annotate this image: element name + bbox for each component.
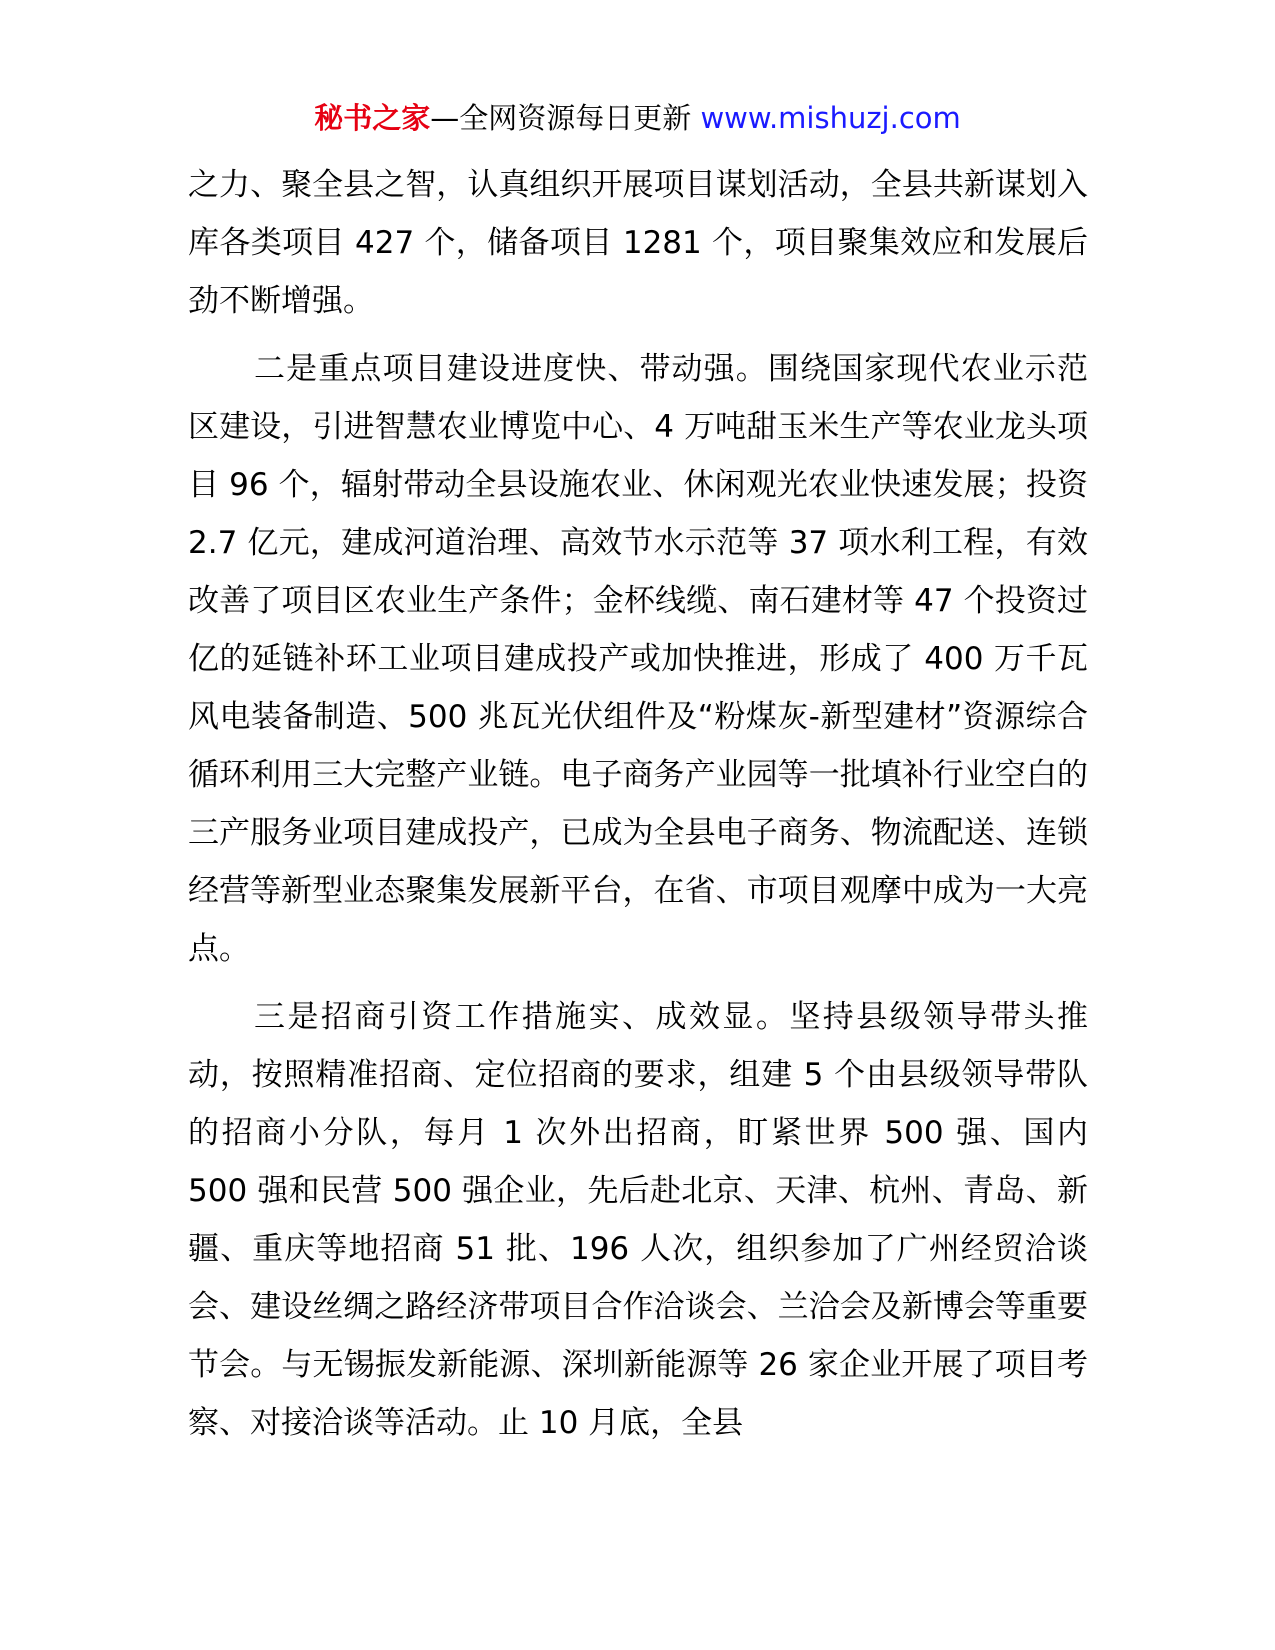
page-header (0, 98, 1275, 138)
paragraph-continuation: 之力、聚全县之智，认真组织开展项目谋划活动，全县共新谋划入库各类项目 427 个，储备项目 1281 个，项目聚集效应和发展后劲不断增强。 (188, 167, 1088, 319)
website-url[interactable]: www.mishuzj.com (700, 101, 961, 135)
paragraph-key-projects: 二是重点项目建设进度快、带动强。围绕国家现代农业示范区建设，引进智慧农业博览中心、4 万吨甜玉米生产等农业龙头项目 96 个，辐射带动全县设施农业、休闲观光农业快速发展；投资 2.7 亿元，建成河道治理、高效节水示范等 37 项水利工程，有效改善了项目区农业生产条件；金杯线缆、南石建材等 47 个投资过亿的延链补环工业项目建成投产或加快推进，形成了 400 万千瓦风电装备制造、500 兆瓦光伏组件及“粉煤灰-新型建材”资源综合循环利用三大完整产业链。电子商务产业园等一批填补行业空白的三产服务业项目建成投产，已成为全县电子商务、物流配送、连锁经营等新型业态聚集发展新平台，在省、市项目观摩中成为一大亮点。 (188, 351, 1088, 967)
brand-name: 秘书之家 (314, 101, 431, 135)
document-body (188, 156, 1088, 1462)
paragraph-investment-promotion: 三是招商引资工作措施实、成效显。坚持县级领导带头推动，按照精准招商、定位招商的要求，组建 5 个由县级领导带队的招商小分队，每月 1 次外出招商，盯紧世界 500 强、国内 500 强和民营 500 强企业，先后赴北京、天津、杭州、青岛、新疆、重庆等地招商 51 批、196 人次，组织参加了广州经贸洽谈会、建设丝绸之路经济带项目合作洽谈会、兰洽会及新博会等重要节会。与无锡振发新能源、深圳新能源等 26 家企业开展了项目考察、对接洽谈等活动。止 10 月底，全县 (188, 999, 1088, 1441)
header-tagline: —全网资源每日更新 (430, 101, 701, 135)
